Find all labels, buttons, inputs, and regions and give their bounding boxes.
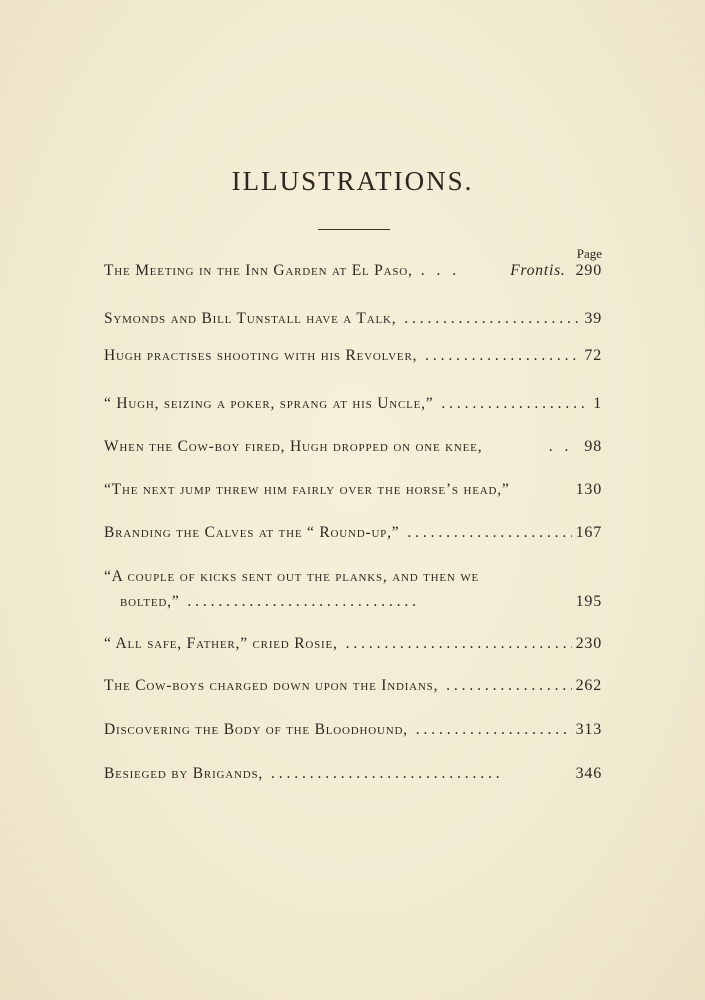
illustration-entry bbox=[104, 566, 602, 588]
title-rule bbox=[318, 229, 390, 230]
entry-title: “A couple of kicks sent out the planks, and then we bbox=[104, 568, 480, 585]
page-column-label: Page bbox=[576, 246, 602, 261]
entry-page: 262 bbox=[575, 677, 602, 694]
entry-page: 98 bbox=[584, 438, 602, 455]
entry-page: 130 bbox=[575, 481, 602, 498]
illustration-entry bbox=[104, 260, 602, 282]
entry-title: Branding the Calves at the “ Round-up,” bbox=[104, 524, 400, 541]
entry-note: Frontis. bbox=[510, 262, 566, 279]
entry-page: 195 bbox=[575, 593, 602, 610]
illustration-entry bbox=[104, 345, 602, 367]
entry-title: Hugh practises shooting with his Revolver, bbox=[104, 347, 418, 364]
entry-leader bbox=[263, 763, 571, 785]
entry-page: 346 bbox=[575, 765, 602, 782]
entry-page: 1 bbox=[593, 395, 602, 412]
entry-title: “The next jump threw him fairly over the horse’s head,” bbox=[104, 481, 510, 498]
illustration-entry bbox=[104, 675, 602, 697]
entry-leader bbox=[180, 591, 572, 613]
entry-title-continuation: bolted,” bbox=[120, 593, 180, 610]
entry-leader bbox=[396, 308, 580, 330]
entry-dots: . . bbox=[548, 438, 573, 455]
entry-title: Discovering the Body of the Bloodhound, bbox=[104, 721, 408, 738]
entry-title: The Cow-boys charged down upon the Indians, bbox=[104, 677, 439, 694]
entry-title: “ All safe, Father,” cried Rosie, bbox=[104, 635, 338, 652]
entry-dots: . . . bbox=[420, 262, 461, 279]
entry-leader bbox=[338, 633, 572, 655]
entry-title: Besieged by Brigands, bbox=[104, 765, 264, 782]
entry-page: 72 bbox=[584, 347, 602, 364]
entry-page: 313 bbox=[575, 721, 602, 738]
illustration-entry bbox=[104, 522, 602, 544]
illustration-entry bbox=[104, 436, 602, 458]
entry-title: When the Cow-boy fired, Hugh dropped on one knee, bbox=[104, 438, 483, 455]
entry-page: 39 bbox=[584, 310, 602, 327]
entry-title: The Meeting in the Inn Garden at El Paso, bbox=[104, 262, 413, 279]
entry-leader bbox=[438, 675, 571, 697]
entry-title: Symonds and Bill Tunstall have a Talk, bbox=[104, 310, 397, 327]
entry-page: 230 bbox=[575, 635, 602, 652]
illustration-entry bbox=[104, 763, 602, 785]
entry-leader bbox=[408, 719, 572, 741]
page-title: ILLUSTRATIONS. bbox=[231, 166, 474, 196]
entry-page: 167 bbox=[575, 524, 602, 541]
entry-leader bbox=[433, 393, 589, 415]
entry-title: “ Hugh, seizing a poker, sprang at his Uncle,” bbox=[104, 395, 434, 412]
illustration-entry bbox=[104, 633, 602, 655]
illustration-entry bbox=[104, 479, 602, 501]
illustration-entry bbox=[104, 308, 602, 330]
illustration-entry bbox=[104, 719, 602, 741]
entry-leader bbox=[399, 522, 571, 544]
illustration-entry-continuation bbox=[120, 591, 602, 613]
entry-page: 290 bbox=[575, 262, 602, 279]
entry-leader bbox=[417, 345, 580, 367]
illustration-entry bbox=[104, 393, 602, 415]
